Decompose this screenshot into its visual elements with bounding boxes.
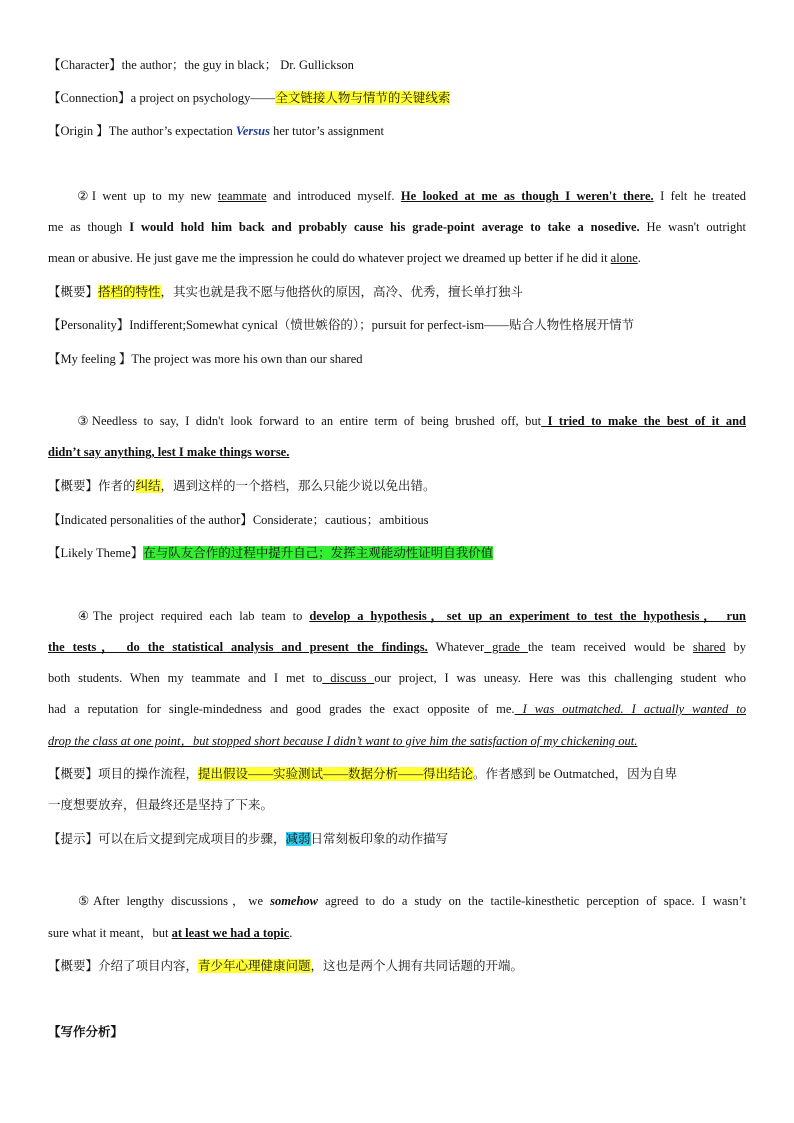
- p4-key-steps: develop a hypothesis，set up an experiment to test the hypothesis， run: [309, 609, 746, 623]
- p5-summary: [48, 957, 523, 975]
- p4-text: the team received would be: [527, 640, 693, 654]
- origin-pre: The author’s expectation: [108, 124, 236, 138]
- tip-tag: 【提示】: [48, 832, 99, 846]
- p4-summary: [48, 765, 677, 783]
- p4-line-5: [48, 732, 637, 750]
- grade-word: grade: [484, 640, 528, 654]
- p4-text: ④The project required each lab team to: [74, 609, 310, 623]
- summary-text: 一度想要放弃，但最终还是坚持了下来。: [48, 798, 274, 812]
- p4-text: had a reputation for single-mindedness and good grades the exact opposite of me.: [48, 702, 515, 716]
- p3-summary: [48, 477, 436, 495]
- origin-line: [48, 122, 384, 140]
- summary-tag: 【概要】: [48, 479, 99, 493]
- tip-text: 日常刻板印象的动作描写: [310, 832, 449, 846]
- connection-line: [48, 89, 450, 107]
- indicated-tag: 【Indicated personalities of the author】: [48, 513, 253, 527]
- p2-feeling: [48, 350, 363, 368]
- character-text: the author；the guy in black； Dr. Gullickson: [121, 58, 354, 72]
- p3-key-sentence: I tried to make the best of it and: [541, 414, 747, 428]
- teammate-word: teammate: [217, 189, 267, 203]
- p2-text: I felt he treated: [653, 189, 746, 203]
- p4-text: our project, I was uneasy. Here was this challenging student who: [374, 671, 746, 685]
- summary-text: ，这也是两个人拥有共同话题的开端。: [310, 959, 524, 973]
- p3-theme: [48, 544, 493, 562]
- summary-tag: 【概要】: [48, 285, 99, 299]
- connection-text: a project on psychology——: [130, 91, 276, 105]
- character-tag: 【Character】: [48, 58, 122, 72]
- p5-text: sure what it meant，but: [48, 926, 172, 940]
- p4-summary-line-2: [48, 796, 273, 814]
- p5-text: agreed to do a study on the tactile-kinesthetic perception of space. I wasn’t: [318, 894, 746, 908]
- writing-analysis-heading: 【写作分析】: [48, 1025, 124, 1039]
- p3-line-2: [48, 443, 289, 461]
- p2-text: He wasn't outright: [639, 220, 746, 234]
- summary-tag: 【概要】: [48, 767, 99, 781]
- p4-line-3: [48, 669, 746, 687]
- connection-tag: 【Connection】: [48, 91, 131, 105]
- feeling-text: The project was more his own than our shared: [131, 352, 363, 366]
- p4-text: both students. When my teammate and I met to: [48, 671, 323, 685]
- connection-highlight: 全文链接人物与情节的关键线索: [275, 91, 451, 105]
- p2-text: ②I went up to my new: [74, 189, 218, 203]
- origin-post: her tutor’s assignment: [269, 124, 384, 138]
- p4-line-4: [48, 700, 746, 718]
- somehow-word: somehow: [270, 894, 319, 908]
- shared-word: shared: [692, 640, 726, 654]
- p2-personality: [48, 316, 634, 334]
- p4-text: Whatever: [427, 640, 485, 654]
- tip-text: 可以在后文提到完成项目的步骤，: [98, 832, 286, 846]
- p2-line-1: [48, 187, 746, 205]
- indicated-text: Considerate；cautious；ambitious: [252, 513, 429, 527]
- character-line: [48, 56, 354, 74]
- p5-key-phrase: at least we had a topic: [171, 926, 290, 940]
- p2-line-2: [48, 218, 746, 236]
- p4-key-steps: the tests， do the statistical analysis and present the findings.: [48, 640, 428, 654]
- summary-text: 项目的操作流程，: [98, 767, 199, 781]
- p2-line-3: [48, 249, 641, 267]
- p5-line-2: [48, 924, 292, 942]
- p4-text: by: [725, 640, 746, 654]
- summary-highlight: 提出假设——实验测试——数据分析——得出结论: [198, 767, 474, 781]
- p2-bold-sentence: I would hold him back and probably cause his grade-point average to take a nosedive.: [129, 220, 640, 234]
- p3-line-1: [48, 412, 746, 430]
- theme-tag: 【Likely Theme】: [48, 546, 144, 560]
- discuss-word: discuss: [322, 671, 375, 685]
- p5-text: .: [289, 926, 293, 940]
- summary-highlight: 纠结: [135, 479, 161, 493]
- p2-text: me as though: [48, 220, 130, 234]
- alone-word: alone: [610, 251, 638, 265]
- summary-text: 作者的: [98, 479, 136, 493]
- theme-highlight: 在与队友合作的过程中提升自己；发挥主观能动性证明自我价值: [143, 546, 494, 560]
- personality-text: Indifferent;Somewhat cynical（愤世嫉俗的）；pursuit for perfect-ism——贴合人物性格展开情节: [129, 318, 635, 332]
- p5-line-1: [48, 892, 746, 910]
- p2-text: mean or abusive. He just gave me the impression he could do whatever project we dreamed up better if he did it: [48, 251, 611, 265]
- feeling-tag: 【My feeling 】: [48, 352, 132, 366]
- tip-highlight: 减弱: [285, 832, 311, 846]
- p4-line-1: [48, 607, 746, 625]
- origin-tag: 【Origin 】: [48, 124, 109, 138]
- p2-summary: [48, 283, 523, 301]
- p2-text: .: [637, 251, 641, 265]
- p4-italic-sentence: I was outmatched. I actually wanted to: [514, 702, 746, 716]
- summary-tag: 【概要】: [48, 959, 99, 973]
- p4-tip: [48, 830, 448, 848]
- summary-text: 。作者感到 be Outmatched，因为自卑: [473, 767, 678, 781]
- summary-highlight: 搭档的特性: [98, 285, 161, 299]
- summary-highlight: 青少年心理健康问题: [198, 959, 311, 973]
- p4-line-2: [48, 638, 746, 656]
- p2-text: and introduced myself.: [266, 189, 401, 203]
- summary-text: 介绍了项目内容，: [98, 959, 199, 973]
- p3-indicated: [48, 511, 428, 529]
- p3-key-sentence: didn’t say anything, lest I make things worse.: [48, 445, 290, 459]
- p3-text: ③Needless to say, I didn't look forward to an entire term of being brushed off, but: [74, 414, 542, 428]
- summary-text: ，其实也就是我不愿与他搭伙的原因，高冷、优秀，擅长单打独斗: [160, 285, 524, 299]
- p5-text: ⑤After lengthy discussions，we: [74, 894, 271, 908]
- versus-word: Versus: [235, 124, 270, 138]
- p4-italic-sentence: drop the class at one point，but stopped short because I didn’t want to give him the satisfaction of my chickening out.: [48, 734, 638, 748]
- p2-key-sentence: He looked at me as though I weren't there.: [400, 189, 654, 203]
- summary-text: ，遇到这样的一个搭档，那么只能少说以免出错。: [160, 479, 436, 493]
- personality-tag: 【Personality】: [48, 318, 130, 332]
